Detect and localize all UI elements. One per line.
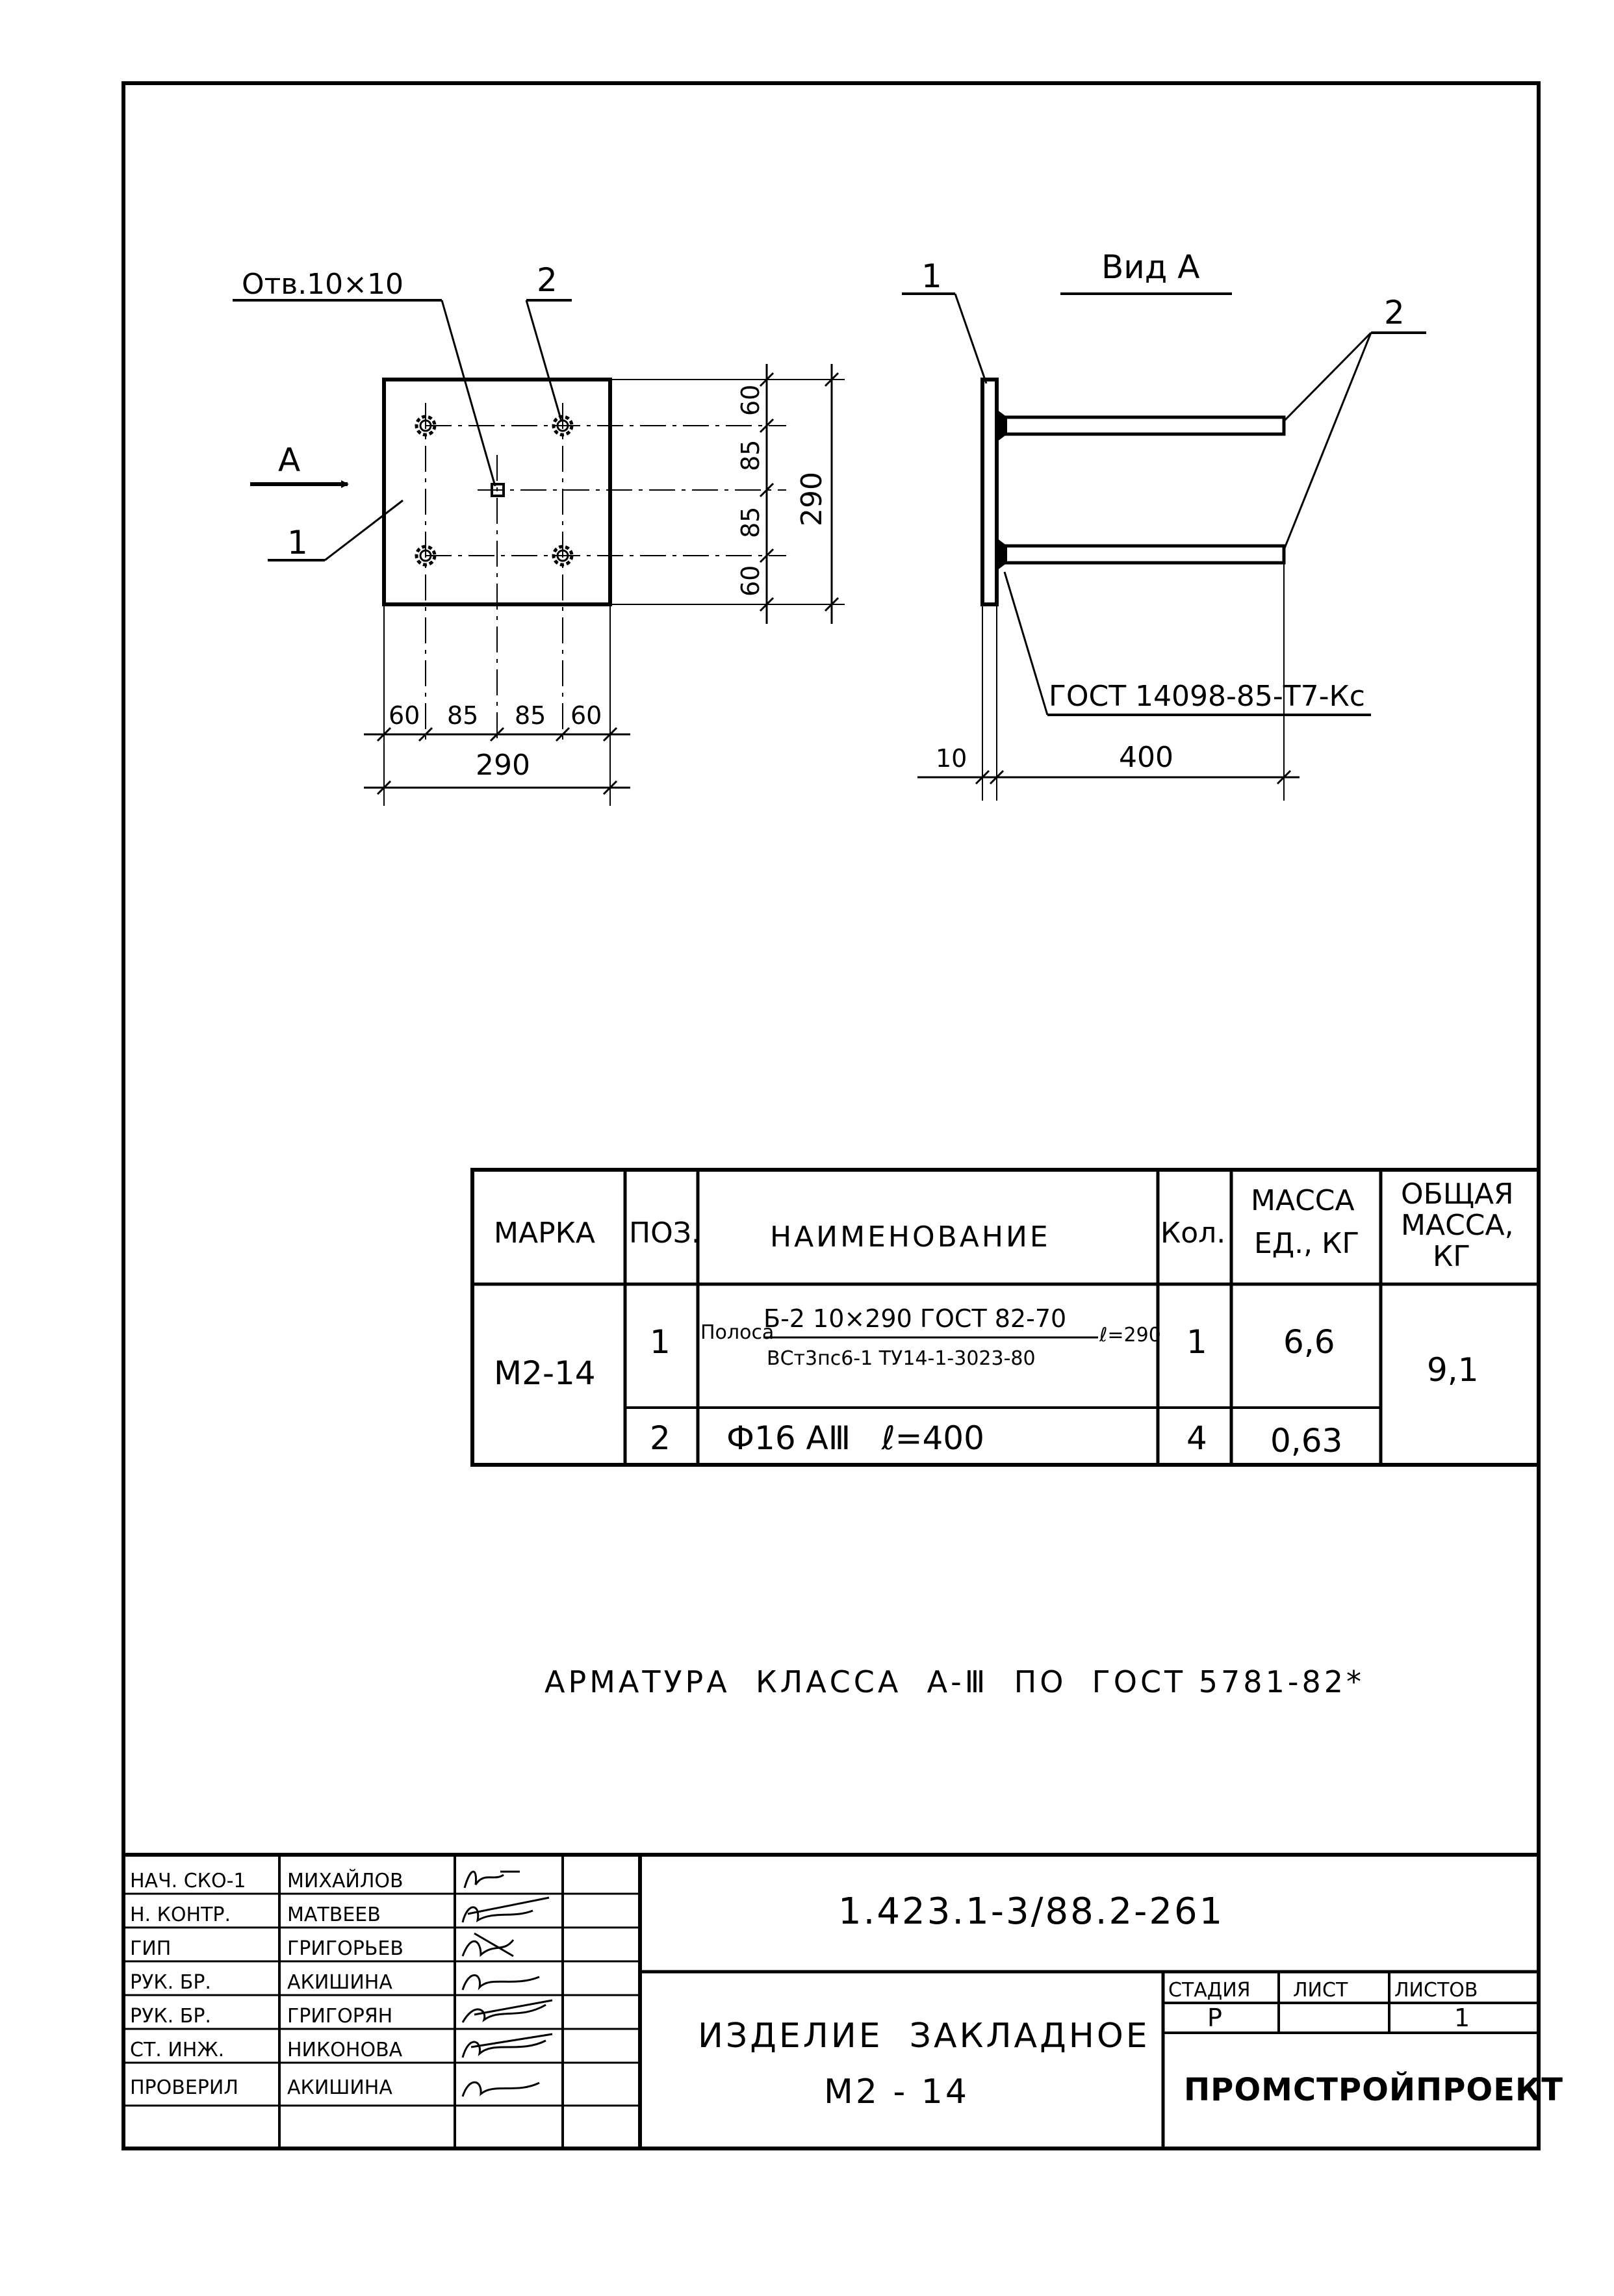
header-pos: ПОЗ. (629, 1217, 700, 1250)
pos1-callout-label: 1 (287, 524, 308, 561)
tb-name-6: НИКОНОВА (287, 2039, 403, 2061)
dim-v-4: 60 (736, 565, 765, 597)
header-unit-mass-2: ЕД., КГ (1254, 1227, 1360, 1260)
tb-role-4: РУК. БР. (130, 1971, 211, 1994)
signature-3 (463, 1933, 513, 1956)
row1-pos: 1 (650, 1323, 671, 1361)
sheets-value: 1 (1454, 2004, 1470, 2032)
organization: ПРОМСТРОЙПРОЕКТ (1184, 2072, 1563, 2108)
dim-v-total: 290 (795, 472, 828, 526)
side-view (902, 248, 1426, 801)
tb-role-3: ГИП (130, 1937, 172, 1960)
row1-name-prefix: Полоса (700, 1321, 775, 1344)
side-pos2-leader-a (1284, 333, 1371, 421)
tb-role-7: ПРОВЕРИЛ (130, 2076, 238, 2099)
hole-label: Отв.10×10 (242, 268, 404, 301)
hole-leader (442, 300, 495, 486)
side-pos1-leader (955, 294, 986, 383)
tb-name-7: АКИШИНА (287, 2076, 392, 2099)
row2-pos: 2 (650, 1419, 671, 1457)
tb-name-5: ГРИГОРЯН (287, 2005, 393, 2028)
signature-2 (463, 1898, 549, 1922)
rebar-note: АРМАТУРА КЛАССА А-Ⅲ ПО ГОСТ 5781-82* (544, 1664, 1364, 1699)
weld-lower (997, 538, 1007, 571)
side-pos1-label: 1 (921, 257, 942, 295)
header-name: НАИМЕНОВАНИЕ (770, 1220, 1051, 1254)
bar-upper (997, 417, 1284, 434)
stage-header: СТАДИЯ (1168, 1979, 1251, 2002)
tb-name-3: ГРИГОРЬЕВ (287, 1937, 404, 1960)
doc-code: 1.423.1-3/88.2-261 (838, 1890, 1225, 1933)
side-pos2-leader-b (1284, 333, 1371, 550)
signature-1 (465, 1872, 520, 1888)
pos2-leader (526, 300, 561, 421)
row1-name-suffix: ℓ=290 (1099, 1324, 1161, 1347)
dim-h-3: 85 (515, 701, 546, 730)
row2-unit-mass: 0,63 (1270, 1422, 1343, 1460)
plate-side (982, 380, 997, 604)
row1-unit-mass: 6,6 (1283, 1323, 1335, 1361)
pos1-leader (325, 500, 403, 560)
tb-name-2: МАТВЕЕВ (287, 1903, 381, 1926)
dim-v-3: 85 (736, 506, 765, 538)
signature-7 (463, 2082, 539, 2096)
bar-lower (997, 546, 1284, 563)
title-block (123, 1855, 1563, 2148)
stage-value: Р (1207, 2004, 1222, 2032)
cell-total-mass: 9,1 (1427, 1351, 1479, 1389)
tb-role-1: НАЧ. СКО-1 (130, 1870, 246, 1892)
sheet-header: ЛИСТ (1293, 1979, 1348, 2002)
pos2-callout-label: 2 (537, 261, 557, 299)
tb-role-2: Н. КОНТР. (130, 1903, 231, 1926)
dim-h-1: 60 (389, 701, 420, 730)
plan-view (233, 261, 845, 806)
drawing-title-line1: ИЗДЕЛИЕ ЗАКЛАДНОЕ (698, 2017, 1150, 2056)
weld-note: ГОСТ 14098-85-Т7-Кс (1049, 680, 1365, 713)
tb-name-1: МИХАЙЛОВ (287, 1870, 404, 1892)
row1-name-top: Б-2 10×290 ГОСТ 82-70 (763, 1304, 1067, 1333)
tb-name-4: АКИШИНА (287, 1971, 392, 1994)
signature-4 (463, 1975, 539, 1990)
row2-name: Ф16 АⅢ ℓ=400 (726, 1419, 984, 1457)
tb-role-6: СТ. ИНЖ. (130, 2039, 225, 2061)
dim-h-2: 85 (447, 701, 479, 730)
row1-qty: 1 (1186, 1323, 1207, 1361)
side-view-title: Вид А (1101, 248, 1200, 286)
side-dim-thickness: 10 (936, 744, 967, 773)
header-total-mass-1: ОБЩАЯ (1401, 1178, 1514, 1211)
view-arrow-label: А (278, 441, 301, 479)
row2-qty: 4 (1186, 1419, 1207, 1457)
cell-mark: М2-14 (494, 1354, 596, 1392)
sheets-header: ЛИСТОВ (1394, 1979, 1478, 2002)
signature-6 (463, 2034, 552, 2057)
side-pos2-label: 2 (1384, 294, 1405, 331)
header-total-mass-3: КГ (1433, 1240, 1471, 1273)
weld-upper (997, 409, 1007, 442)
header-qty: Кол. (1160, 1217, 1226, 1250)
header-mark: МАРКА (494, 1217, 595, 1250)
side-dim-length: 400 (1119, 741, 1173, 774)
dim-v-1: 60 (736, 384, 765, 416)
spec-table (472, 1170, 1539, 1465)
embed-plate (384, 380, 610, 604)
dim-h-total: 290 (476, 749, 530, 782)
tb-role-5: РУК. БР. (130, 2005, 211, 2028)
dim-h-4: 60 (570, 701, 602, 730)
row1-name-bottom: ВСт3пс6-1 ТУ14-1-3023-80 (767, 1347, 1036, 1370)
weld-note-leader (1005, 572, 1047, 715)
header-unit-mass-1: МАССА (1251, 1184, 1355, 1217)
signature-5 (463, 2000, 552, 2022)
drawing-title-line2: М2 - 14 (824, 2072, 969, 2111)
dim-v-2: 85 (736, 439, 765, 471)
header-total-mass-2: МАССА, (1401, 1209, 1514, 1242)
